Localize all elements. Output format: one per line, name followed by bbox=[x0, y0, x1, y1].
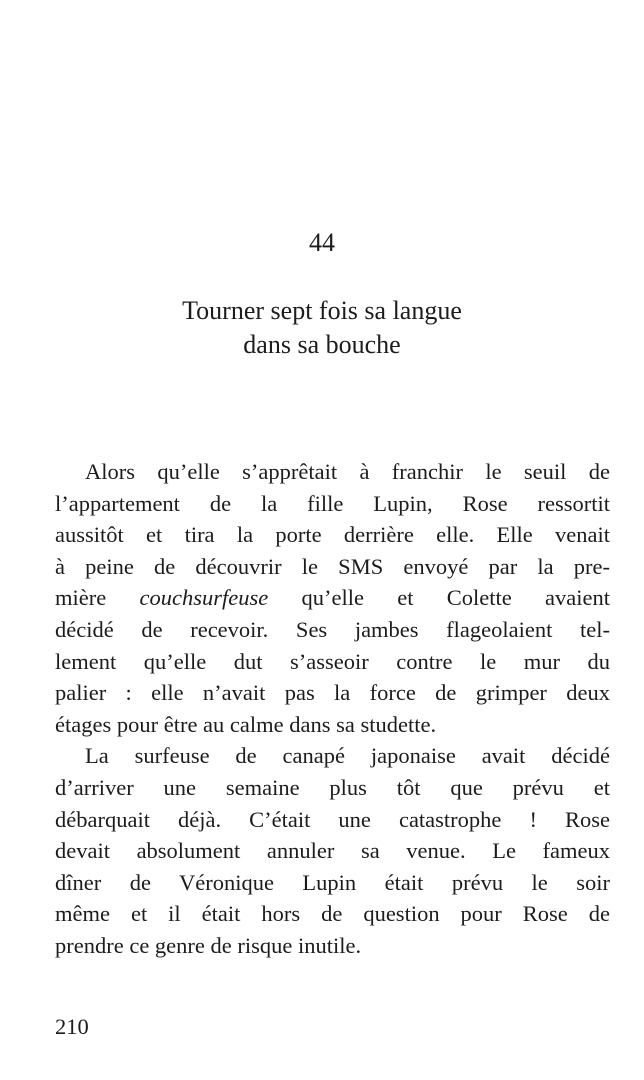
text-line: prendre ce genre de risque inutile. bbox=[55, 932, 362, 958]
page-number: 210 bbox=[55, 1014, 89, 1039]
text-line: débarquait déjà. C’était une catastrophe ! Rose bbox=[55, 806, 610, 832]
italic-term: couchsurfeuse bbox=[139, 585, 269, 611]
text-line: l’appartement de la fille Lupin, Rose ressortit bbox=[55, 490, 610, 516]
text-line: La surfeuse de canapé japonaise avait décidé bbox=[85, 743, 610, 769]
text-line: aussitôt et tira la porte derrière elle. Elle venait bbox=[55, 522, 610, 548]
paragraph bbox=[55, 456, 610, 740]
text-line: étages pour être au calme dans sa studette. bbox=[55, 711, 437, 737]
text-line: dîner de Véronique Lupin était prévu le soir bbox=[55, 869, 610, 895]
chapter-title-line: dans sa bouche bbox=[243, 330, 401, 359]
text-line: même et il était hors de question pour Rose de bbox=[55, 901, 610, 927]
chapter-title-line: Tourner sept fois sa langue bbox=[182, 296, 462, 325]
chapter-number: 44 bbox=[309, 228, 335, 257]
text-line: Alors qu’elle s’apprêtait à franchir le seuil de bbox=[85, 459, 610, 484]
text-line: mière couchsurfeuse qu’elle et Colette avaient bbox=[55, 585, 610, 611]
text-line: palier : elle n’avait pas la force de grimper deux bbox=[55, 680, 610, 706]
paragraph bbox=[55, 740, 610, 961]
chapter-title bbox=[0, 294, 644, 362]
text-line: devait absolument annuler sa venue. Le fameux bbox=[55, 838, 610, 864]
body-text bbox=[55, 456, 610, 962]
text-line: d’arriver une semaine plus tôt que prévu et bbox=[55, 774, 610, 800]
text-line: décidé de recevoir. Ses jambes flageolaient tel- bbox=[55, 616, 610, 642]
text-line: à peine de découvrir le SMS envoyé par la pre- bbox=[55, 553, 610, 579]
text-line: lement qu’elle dut s’asseoir contre le mur du bbox=[55, 648, 610, 674]
